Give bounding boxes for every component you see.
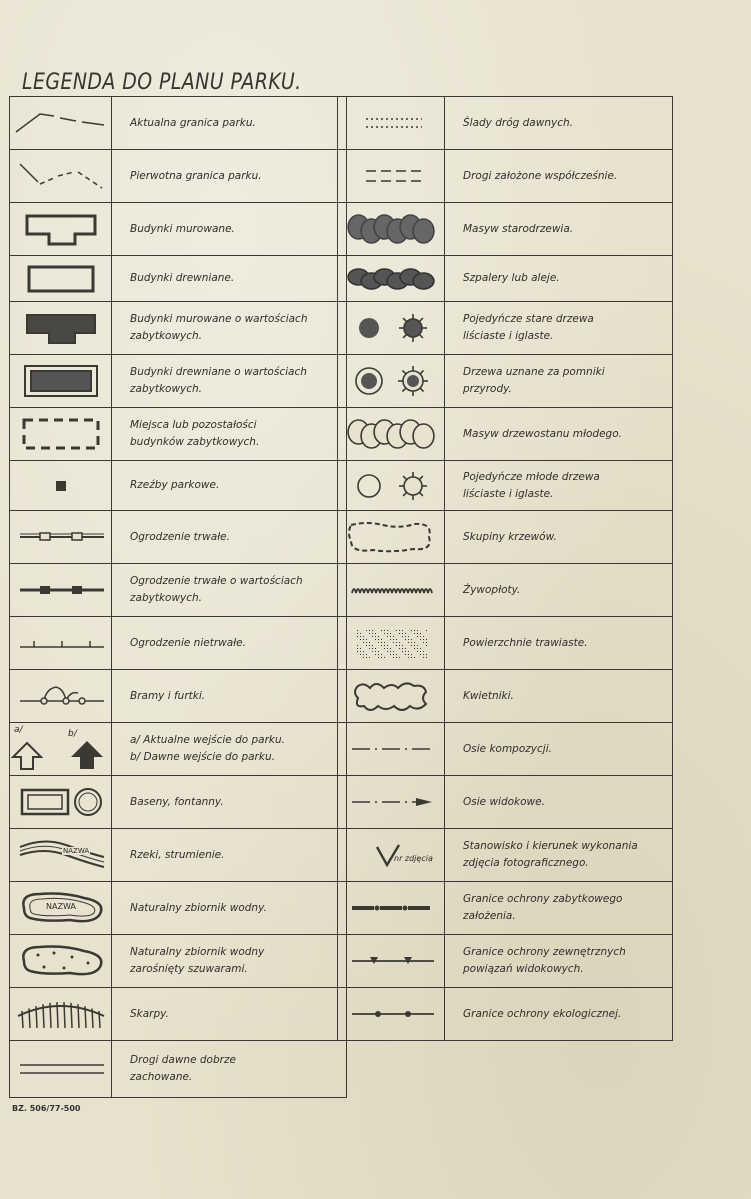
legend-label: Rzeźby parkowe. — [130, 479, 220, 491]
old-road-traces-dotted-icon — [338, 97, 445, 149]
photo-position-icon — [338, 829, 445, 881]
legend-row — [10, 355, 346, 408]
legend-row — [10, 670, 346, 723]
legend-row — [10, 829, 346, 882]
lawn-icon — [338, 617, 445, 669]
legend-label: Pojedyńcze stare drzewa liściaste i iglaste. — [463, 313, 594, 342]
old-road-double-line-icon — [10, 1041, 112, 1097]
wooden-building-rectangle-icon — [10, 256, 112, 301]
legend-row — [338, 256, 672, 302]
legend-label: Miejsca lub pozostałości budynków zabytkowych. — [130, 419, 260, 448]
legend-label: Ogrodzenie nietrwałe. — [130, 636, 246, 649]
current-boundary-dashed-line-icon — [10, 97, 112, 149]
ecological-protection-line-icon — [338, 988, 445, 1040]
legend-label: Żywopłoty. — [463, 583, 521, 596]
legend-row — [338, 511, 672, 564]
young-trees-mass-icon — [338, 408, 445, 460]
shrub-groups-icon — [338, 511, 445, 563]
gate-icon — [10, 670, 112, 722]
legend-row — [10, 935, 346, 988]
legend-label: Naturalny zbiornik wodny. — [130, 901, 267, 914]
historic-wooden-building-icon — [10, 355, 112, 407]
legend-left-column — [9, 96, 347, 1098]
entrance-a-tag: a/ — [14, 725, 23, 735]
legend-label: Skarpy. — [130, 1007, 169, 1020]
legend-row — [10, 1041, 346, 1098]
legend-row — [10, 564, 346, 617]
historic-brick-building-filled-icon — [10, 302, 112, 354]
legend-label: Budynki murowane. — [130, 222, 235, 235]
legend-row — [10, 203, 346, 256]
permanent-fence-line-icon — [10, 511, 112, 563]
legend-label: Budynki drewniane. — [130, 272, 235, 284]
legend-label: Stanowisko i kierunek wykonania zdjęcia fotograficznego. — [463, 840, 638, 869]
legend-row — [10, 97, 346, 150]
heritage-protection-line-icon — [338, 882, 445, 934]
legend-label: Granice ochrony ekologicznej. — [463, 1007, 622, 1020]
legend-label: Masyw drzewostanu młodego. — [463, 427, 622, 440]
legend-right-column — [337, 96, 673, 1041]
legend-label: Ogrodzenie trwałe o wartościach zabytkowych. — [130, 575, 303, 604]
river-icon — [10, 829, 112, 881]
legend-label: Ogrodzenie trwałe. — [130, 530, 230, 543]
pool-fountain-icon — [10, 776, 112, 828]
legend-row — [338, 302, 672, 355]
legend-row — [338, 935, 672, 988]
legend-row — [10, 776, 346, 829]
alley-row-icon — [338, 256, 445, 301]
monument-trees-icon — [338, 355, 445, 407]
legend-label: Naturalny zbiornik wodny zarośnięty szuwarami. — [130, 946, 265, 975]
historic-fence-line-icon — [10, 564, 112, 616]
legend-row — [10, 988, 346, 1041]
old-trees-mass-icon — [338, 203, 445, 255]
legend-label: Budynki drewniane o wartościach zabytkowych. — [130, 366, 307, 395]
view-axis-arrow-icon — [338, 776, 445, 828]
legend-label: Drogi dawne dobrze zachowane. — [130, 1054, 236, 1083]
legend-label: Granice ochrony zewnętrznych powiązań widokowych. — [463, 946, 626, 975]
symbol-tag-text: nr zdjęcia — [394, 854, 433, 863]
legend-row — [10, 511, 346, 564]
legend-label: Bramy i furtki. — [130, 689, 206, 702]
legend-row — [338, 670, 672, 723]
symbol-tag-text: NAZWA — [46, 902, 76, 911]
legend-row — [338, 723, 672, 776]
legend-label: Budynki murowane o wartościach zabytkowych. — [130, 313, 308, 342]
legend-row — [338, 203, 672, 256]
legend-row — [338, 564, 672, 617]
sculpture-square-icon — [10, 461, 112, 510]
legend-label: Pierwotna granica parku. — [130, 169, 262, 182]
legend-title: LEGENDA DO PLANU PARKU. — [22, 70, 302, 95]
legend-row — [338, 882, 672, 935]
original-boundary-dashed-line-icon — [10, 150, 112, 202]
legend-label: Powierzchnie trawiaste. — [463, 636, 588, 649]
legend-label: Baseny, fontanny. — [130, 795, 224, 808]
legend-row — [338, 776, 672, 829]
modern-road-dashed-icon — [338, 150, 445, 202]
legend-label: a/ Aktualne wejście do parku. b/ Dawne wejście do parku. — [130, 734, 285, 763]
legend-label: Kwietniki. — [463, 689, 514, 702]
legend-label: Drzewa uznane za pomniki przyrody. — [463, 366, 605, 395]
legend-row — [10, 408, 346, 461]
legend-row — [338, 829, 672, 882]
view-protection-line-icon — [338, 935, 445, 987]
legend-label: Granice ochrony zabytkowego założenia. — [463, 893, 623, 922]
temporary-fence-line-icon — [10, 617, 112, 669]
legend-label: Osie widokowe. — [463, 795, 545, 808]
pond-icon — [10, 882, 112, 934]
legend-label: Pojedyńcze młode drzewa liściaste i iglaste. — [463, 470, 600, 500]
single-old-trees-icon — [338, 302, 445, 354]
legend-label: Szpalery lub aleje. — [463, 272, 560, 284]
legend-row — [338, 150, 672, 203]
legend-row — [10, 882, 346, 935]
legend-row — [338, 97, 672, 150]
legend-row — [338, 988, 672, 1041]
legend-row — [10, 150, 346, 203]
legend-row — [10, 723, 346, 776]
legend-row — [10, 461, 346, 511]
legend-row — [338, 408, 672, 461]
entrance-b-tag: b/ — [68, 729, 77, 739]
legend-label: Ślady dróg dawnych. — [463, 116, 573, 129]
brick-building-outline-icon — [10, 203, 112, 255]
legend-label: Skupiny krzewów. — [463, 530, 557, 543]
legend-label: Drogi założone współcześnie. — [463, 169, 618, 182]
legend-row — [10, 617, 346, 670]
single-young-trees-icon — [338, 461, 445, 510]
legend-row — [338, 461, 672, 511]
print-footnote: BZ. 506/77-500 — [12, 1104, 81, 1113]
symbol-tag-text: NAZWA — [63, 847, 90, 855]
legend-label: Rzeki, strumienie. — [130, 848, 225, 861]
legend-row — [10, 302, 346, 355]
legend-label: Osie kompozycji. — [463, 742, 552, 755]
flowerbed-icon — [338, 670, 445, 722]
hedge-icon — [338, 564, 445, 616]
entrance-arrows-icon — [10, 723, 112, 775]
legend-row — [10, 256, 346, 302]
legend-row — [338, 355, 672, 408]
building-remains-dashed-rectangle-icon — [10, 408, 112, 460]
overgrown-pond-icon — [10, 935, 112, 987]
legend-label: Aktualna granica parku. — [130, 116, 256, 129]
composition-axis-icon — [338, 723, 445, 775]
legend-label: Masyw starodrzewia. — [463, 222, 574, 235]
legend-row — [338, 617, 672, 670]
escarpment-icon — [10, 988, 112, 1040]
